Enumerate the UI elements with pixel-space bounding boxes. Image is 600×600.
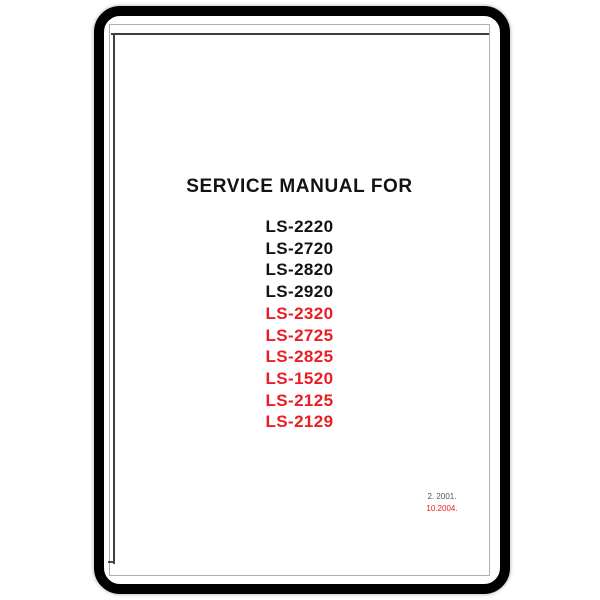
model-number: LS-2129 [265, 412, 334, 432]
model-number: LS-2125 [265, 390, 334, 410]
model-number: LS-2820 [265, 260, 334, 280]
model-number: LS-2825 [265, 347, 334, 367]
revision-dates [410, 491, 474, 515]
model-list [109, 216, 490, 433]
page-edge-artifact [108, 561, 115, 563]
model-number: LS-1520 [265, 368, 334, 388]
page-title: SERVICE MANUAL FOR [186, 176, 413, 197]
model-number: LS-2725 [265, 325, 334, 345]
revision-date-updated: 10.2004. [426, 504, 458, 513]
model-number: LS-2920 [265, 282, 334, 302]
page-edge-top-line [111, 33, 489, 35]
model-number: LS-2220 [265, 217, 334, 236]
revision-date-original: 2. 2001. [427, 492, 457, 501]
model-number: LS-2720 [265, 238, 334, 258]
model-number: LS-2320 [265, 303, 334, 323]
